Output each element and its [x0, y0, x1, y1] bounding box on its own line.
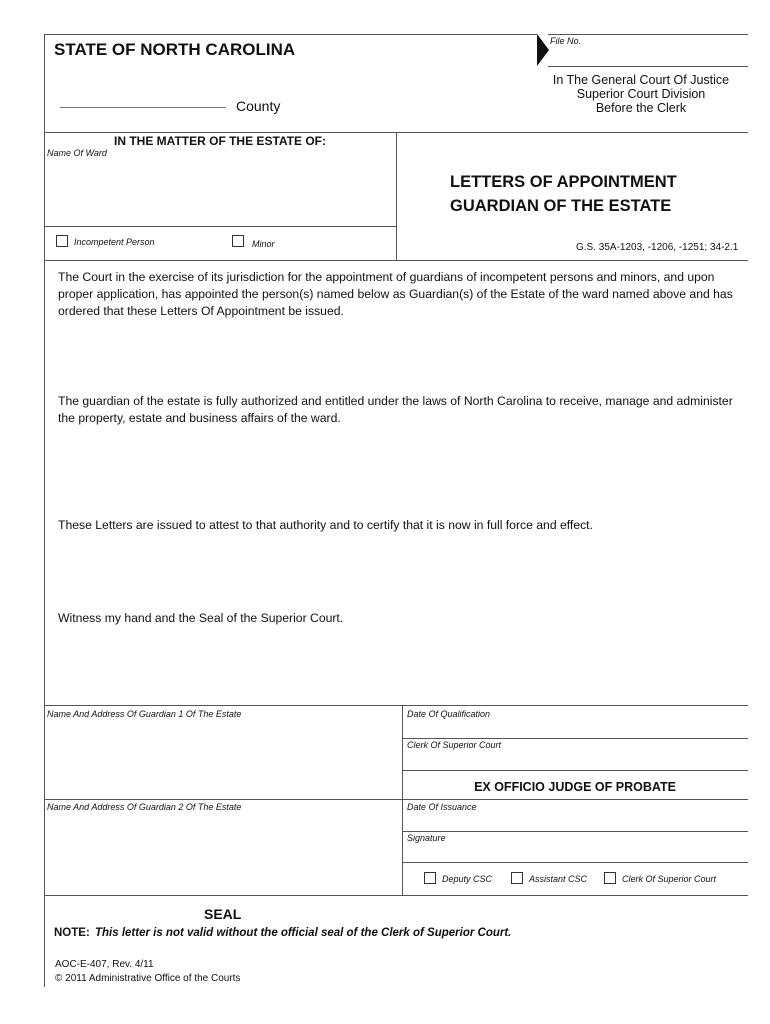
signature-bottom: [402, 862, 748, 863]
top-border: [44, 34, 537, 35]
guardian-1-field[interactable]: [46, 721, 400, 797]
body-paragraph-2: The guardian of the estate is fully authorized and entitled under the laws of North Carolina to receive, manage and administer the property, estate and business affairs of the ward.: [58, 394, 733, 425]
name-bottom-border: [44, 226, 396, 227]
guardian-2-field[interactable]: [46, 814, 400, 893]
file-no-top-border: [548, 34, 748, 35]
state-title: STATE OF NORTH CAROLINA: [54, 40, 296, 59]
date-qualification-label: Date Of Qualification: [407, 709, 491, 719]
court-line-1: In The General Court Of Justice: [552, 73, 730, 87]
ward-name-field[interactable]: [46, 160, 394, 224]
minor-label: Minor: [252, 239, 275, 249]
signature-field[interactable]: [404, 845, 746, 861]
lower-center-divider: [402, 705, 403, 895]
deputy-csc-checkbox[interactable]: [424, 872, 436, 884]
file-no-label: File No.: [550, 36, 582, 46]
note-text: This letter is not valid without the official seal of the Clerk of Superior Court.: [94, 927, 512, 939]
court-line-2: Superior Court Division: [576, 87, 706, 101]
statute-reference: G.S. 35A-1203, -1206, -1251; 34-2.1: [576, 242, 739, 253]
file-no-arrow-icon: [537, 34, 549, 66]
matter-bottom-border: [44, 260, 748, 261]
ex-officio-heading: EX OFFICIO JUDGE OF PROBATE: [474, 780, 676, 794]
date-issuance-field[interactable]: [404, 814, 746, 830]
date-qualification-field[interactable]: [404, 721, 746, 737]
doc-title-line-1: LETTERS OF APPOINTMENT: [450, 173, 677, 191]
lower-top-border: [44, 705, 748, 706]
clerk-bottom: [402, 770, 748, 771]
guardian-1-label: Name And Address Of Guardian 1 Of The Estate: [47, 709, 242, 719]
signature-label: Signature: [407, 833, 446, 843]
court-line-3: Before the Clerk: [595, 101, 687, 115]
qualification-bottom: [402, 738, 748, 739]
note-label: NOTE:: [54, 927, 90, 939]
county-label: County: [236, 98, 281, 114]
incompetent-checkbox[interactable]: [56, 235, 68, 247]
matter-heading: IN THE MATTER OF THE ESTATE OF:: [114, 134, 326, 148]
incompetent-label: Incompetent Person: [74, 237, 155, 247]
assistant-csc-checkbox[interactable]: [511, 872, 523, 884]
issuance-bottom: [402, 831, 748, 832]
note-line: [54, 927, 511, 939]
guardian-2-label: Name And Address Of Guardian 2 Of The Estate: [47, 802, 242, 812]
guardian-divider: [44, 799, 748, 800]
body-paragraph-4: Witness my hand and the Seal of the Superior Court.: [58, 611, 344, 625]
matter-right-border: [396, 132, 397, 260]
clerk-label: Clerk Of Superior Court: [407, 740, 502, 750]
doc-title-line-2: GUARDIAN OF THE ESTATE: [450, 197, 672, 215]
deputy-csc-label: Deputy CSC: [442, 874, 493, 884]
left-border: [44, 34, 45, 987]
form-id: AOC-E-407, Rev. 4/11: [55, 959, 154, 970]
clerk-superior-checkbox[interactable]: [604, 872, 616, 884]
clerk-superior-label: Clerk Of Superior Court: [622, 874, 717, 884]
lower-bottom-border: [44, 895, 748, 896]
body-paragraph-1: The Court in the exercise of its jurisdiction for the appointment of guardians of incompetent persons and minors, and upon proper application, has appointed the person(s) named below as Guardian(s) of the Estate of the ward named above and has ordered that these Letters Of Appointment be issued.: [58, 270, 733, 318]
copyright: © 2011 Administrative Office of the Courts: [55, 973, 241, 984]
ward-name-label: Name Of Ward: [47, 148, 107, 158]
file-no-bottom-border: [548, 66, 748, 67]
body-paragraph-3: These Letters are issued to attest to that authority and to certify that it is now in full force and effect.: [58, 518, 593, 532]
date-issuance-label: Date Of Issuance: [407, 802, 477, 812]
minor-checkbox[interactable]: [232, 235, 244, 247]
assistant-csc-label: Assistant CSC: [529, 874, 588, 884]
county-input-line[interactable]: [60, 107, 226, 108]
clerk-field[interactable]: [404, 752, 746, 769]
seal-label: SEAL: [204, 906, 242, 922]
